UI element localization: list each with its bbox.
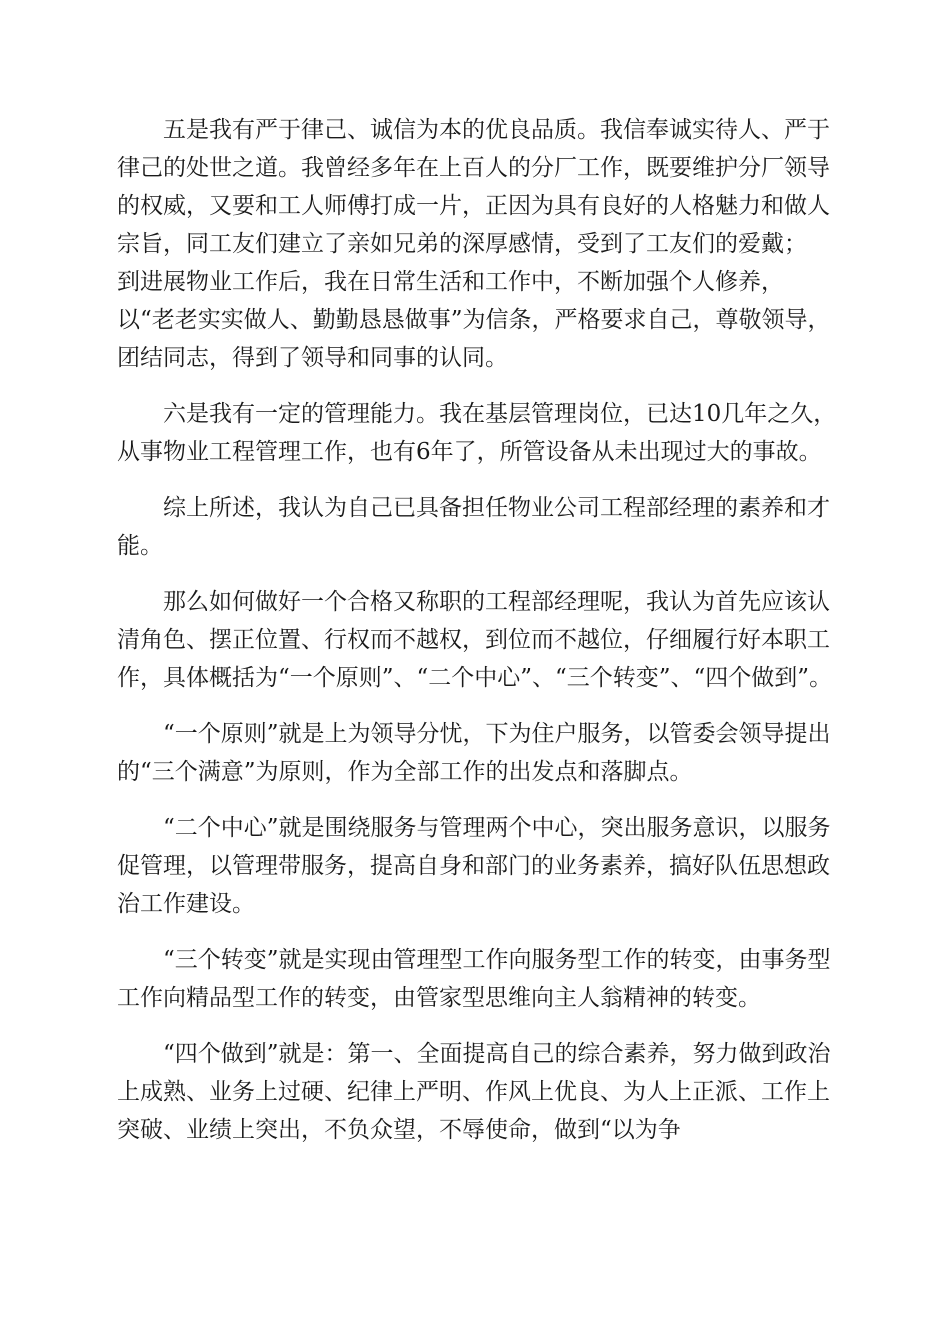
- paragraph-management-ability: 六是我有一定的管理能力。我在基层管理岗位，已达10几年之久，从事物业工程管理工作，也有6年了，所管设备从未出现过大的事故。: [117, 401, 837, 465]
- paragraph-four-achievements: “四个做到”就是：第一、全面提高自己的综合素养，努力做到政治上成熟、业务上过硬、纪律上严明、作风上优良、为人上正派、工作上突破、业绩上突出，不负众望，不辱使命，做到“以为争: [117, 1041, 831, 1143]
- paragraph-integrity: 五是我有严于律己、诚信为本的优良品质。我信奉诚实待人、严于律己的处世之道。我曾经多年在上百人的分厂工作，既要维护分厂领导的权威，又要和工人师傅打成一片，正因为具有良好的人格魅力和做人宗旨，同工友们建立了亲如兄弟的深厚感情，受到了工友们的爱戴； 到进展物业工作后，我在日常生活和工作中，不断加强个人修养，以“老老实实做人、勤勤恳恳做事”为信条，严格要求自己，尊敬领导，团结同志，得到了领导和同事的认同。: [117, 117, 831, 371]
- paragraph-summary: 综上所述，我认为自己已具备担任物业公司工程部经理的素养和才能。: [117, 495, 830, 559]
- paragraph-three-transformations: “三个转变”就是实现由管理型工作向服务型工作的转变，由事务型工作向精品型工作的转变，由管家型思维向主人翁精神的转变。: [117, 947, 831, 1011]
- paragraph-how-to-be-manager: 那么如何做好一个合格又称职的工程部经理呢，我认为首先应该认清角色、摆正位置、行权而不越权，到位而不越位，仔细履行好本职工作，具体概括为“一个原则”、“二个中心”、“三个转变”、“四个做到”。: [117, 589, 833, 691]
- document-body: [117, 111, 837, 1167]
- paragraph-one-principle: “一个原则”就是上为领导分忧，下为住户服务，以管委会领导提出的“三个满意”为原则，作为全部工作的出发点和落脚点。: [117, 721, 831, 785]
- paragraph-two-centers: “二个中心”就是围绕服务与管理两个中心，突出服务意识，以服务促管理，以管理带服务，提高自身和部门的业务素养，搞好队伍思想政治工作建设。: [117, 815, 831, 917]
